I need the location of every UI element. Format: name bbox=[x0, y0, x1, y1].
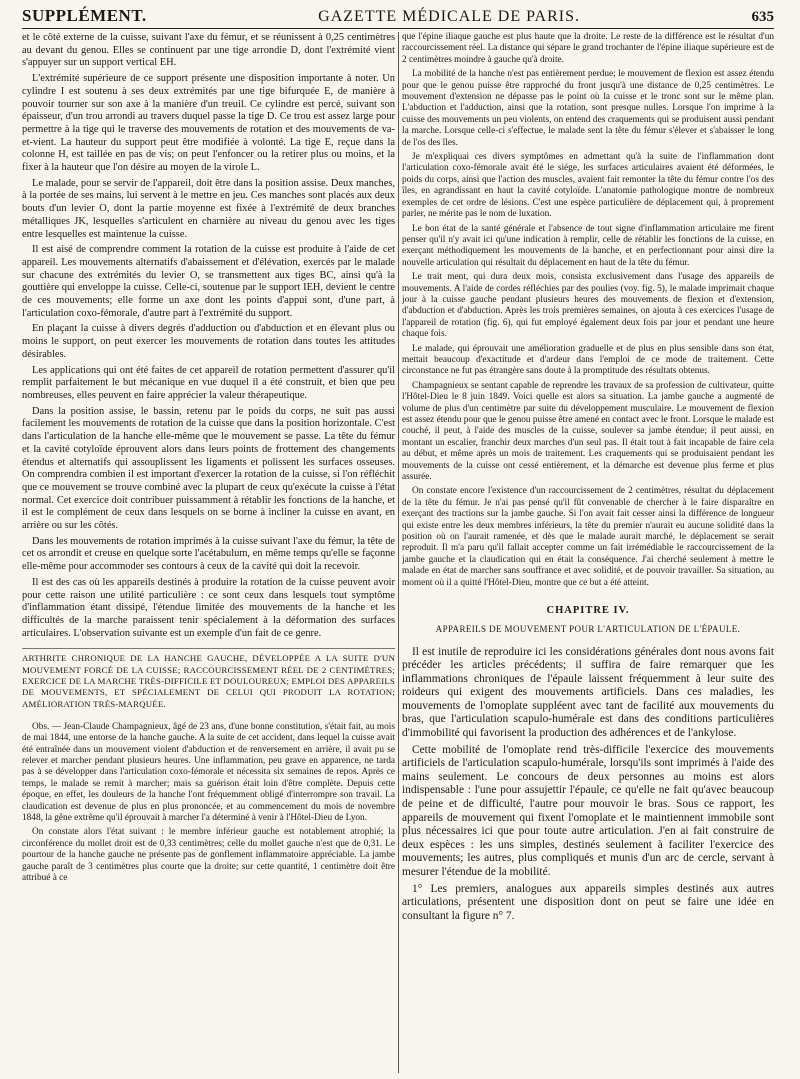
observation-paragraph: On constate encore l'existence d'un raccourcissement de 2 centimètres, résultat du déplacement de la tête du fémur. Je n'ai pas pensé qu'il fût convenable de chercher à le faire disparaître en exerçant des tractions sur la jambe gauche. Si l'on avait fait cesser ainsi la différence de longueur qui existe entre les deux membres inférieurs, la tête du premier n'aurait eu aucune solidité dans la position où on l'aurait ramenée, et dès que le malade aurait marché, le déplacement se serait reproduit. Il m'a paru qu'il fallait accepter comme un fait irrémédiable le raccourcissement de la jambe gauche et la claudication qui en était la conséquence. J'ai cherché seulement à mettre le malade en état de marcher sans souffrance et avec solidité, et de pouvoir travailler. Sa situation, au moment où il a quitté l'Hôtel-Dieu, montre que ce but a été atteint. bbox=[402, 486, 774, 588]
paragraph: Il est des cas où les appareils destinés à produire la rotation de la cuisse peuvent avoir pour cette raison une utilité particulière : ce sont ceux dans lesquels tout symptôme d'inflammation étant dissipé, l'étendue limitée des mouvements de la hanche et les difficultés de la marche paraissent tenir spécialement à la déformation des surfaces articulaires. L'observation suivante est un exemple d'un fait de ce genre. bbox=[22, 576, 395, 639]
paragraph: L'extrémité supérieure de ce support présente une disposition importante à noter. Un cylindre I est soutenu à ses deux extrémités par une tige bifurquée E, de manière à pouvoir tourner sur son axe à la manière d'un treuil. Ce cylindre est percé, suivant son épaisseur, d'un trou arrondi au travers duquel passe la tige D. Ce trou est assez large pour permettre à la tige qui le traverse des mouvements de rotation et des mouvements de va-et-vient. La hauteur du support peut être modifiée à volonté. La tige E, reçue dans la colonne H, est taillée en pas de vis; on peut l'enfoncer ou la retirer plus ou moins, et la fixer à la hauteur que l'on désire au moyen de la virole L. bbox=[22, 73, 395, 174]
paragraph: Il est inutile de reproduire ici les considérations générales dont nous avons fait précéder les articles précédents; il suffira de faire remarquer que les inflammations chroniques de l'épaule laissent fréquemment à leur suite des roideurs qui exigent des mouvements artificiels. Dans ces maladies, les mouvements de l'omoplate suppléent avec tant de facilité aux mouvements du bras, que l'articulation scapulo-humérale est dans des conditions particulières d'immobilité qui favorisent la production des adhérences et de l'ankylose. bbox=[402, 645, 774, 740]
paragraph: Dans la position assise, le bassin, retenu par le poids du corps, ne suit pas aussi facilement les mouvements de rotation de la cuisse que dans la position horizontale. C'est dans l'articulation de la hanche elle-même que le mouvement se passe. La tête du fémur et la cavité cotyloïde éprouvent alors dans leurs points de frottement des changements étendus et alternatifs qui assouplissent les ligaments et polissent les surfaces osseuses. On comprendra combien il est important d'exercer la rotation de la cuisse, si l'on réfléchit que ce mouvement se trouve combiné avec la plupart de ceux qu'exécute la cuisse à l'état normal. Cet exercice doit contribuer puissamment à rétablir les fonctions de la hanche, et il est le complément de ceux dans lesquels on se borne à incliner la cuisse en avant, en arrière ou sur les côtés. bbox=[22, 405, 395, 532]
observation-paragraph: que l'épine iliaque gauche est plus haute que la droite. Le reste de la différence est le résultat d'un raccourcissement réel. La distance qui sépare le grand trochanter de l'épine iliaque supérieure est de 2 centimètres moindre à gauche qu'à droite. bbox=[402, 32, 774, 65]
left-column bbox=[22, 32, 395, 1073]
paragraph: 1° Les premiers, analogues aux appareils simples destinés aux autres articulations, présentent une disposition dont on peut se faire une idée en consultant la figure n° 7. bbox=[402, 882, 774, 922]
observation-paragraph: Le malade, qui éprouvait une amélioration graduelle et de plus en plus sensible dans son état, mettait beaucoup d'exactitude et d'ardeur dans l'emploi de ce mode de traitement. Cette circonstance ne fut pas étrangère sans doute à la promptitude des résultats obtenus. bbox=[402, 343, 774, 377]
page-header bbox=[22, 6, 774, 29]
observation-paragraph: La mobilité de la hanche n'est pas entièrement perdue; le mouvement de flexion est assez étendu pour que le genou puisse être rapproché du front jusqu'à une distance de 0,25 centimètres. Le mouvement d'extension ne dépasse pas le point où la cuisse et le tronc sont sur le même plan. L'abduction et l'adduction, ainsi que la rotation, sont presque nulles. Lorsque l'on imprime à la cuisse des mouvements un peu violents, on entend des craquements qui se produisent aussi pendant la marche. Lorsque celle-ci s'effectue, le malade sent la tête du fémur s'élever et s'abaisser le long de l'os des îles. bbox=[402, 69, 774, 148]
paragraph: et le côté externe de la cuisse, suivant l'axe du fémur, et se réunissent à 0,25 centimètres au devant du genou. Elles se continuent par une tige arrondie D, dont l'extrémité vient s'appuyer sur un support vertical EH. bbox=[22, 32, 395, 69]
observation-paragraph: Le trait ment, qui dura deux mois, consista exclusivement dans l'usage des appareils de mouvements. A l'aide de cordes réfléchies par des poulies (voy. fig. 5), le malade imprimait chaque jour à la cuisse gauche pendant plusieurs heures des mouvements de flexion et d'extension, d'abduction et d'abduction. Après les trois premières semaines, on ajouta à ces exercices l'usage de l'appareil de rotation (fig. 6), qui fut employé également deux fois par jour et pendant une heure chaque fois. bbox=[402, 272, 774, 340]
observation-heading: ARTHRITE CHRONIQUE DE LA HANCHE GAUCHE, DÉVELOPPÉE A LA SUITE D'UN MOUVEMENT FORCÉ DE LA CUISSE; RACCOURCISSEMENT RÉEL DE 2 CENTIMÈTRES; EXERCICE DE LA MARCHE TRÈS-DIFFICILE ET DOULOUREUX; EMPLOI DES APPAREILS DE MOUVEMENTS, ET SPÉCIALEMENT DE CELUI QUI PRODUIT LA ROTATION; AMÉLIORATION TRÈS-MARQUÉE. bbox=[22, 648, 395, 713]
paragraph: Le malade, pour se servir de l'appareil, doit être dans la position assise. Deux manches, à la portée de ses mains, lui servent à le mettre en jeu. Ces manches sont placés aux deux bouts d'un levier O, dont la partie moyenne est fixée à l'extrémité de deux branches métalliques JK, lesquelles s'articulent en charnière au niveau du genou avec les tiges entre lesquelles est maintenue la cuisse. bbox=[22, 177, 395, 240]
page-number: 635 bbox=[751, 9, 774, 25]
observation-paragraph: Le bon état de la santé générale et l'absence de tout signe d'inflammation articulaire me firent penser qu'il n'y avait ici qu'une indication à remplir, celle de rétablir les fonctions de la cuisse, en exerçant méthodiquement les mouvements de la hanche, et en perfectionnant pour ainsi dire la nouvelle articulation qui résultait du déplacement en haut de la tête du fémur. bbox=[402, 223, 774, 268]
journal-title: GAZETTE MÉDICALE DE PARIS. bbox=[318, 8, 580, 25]
observation-paragraph: Je m'expliquai ces divers symptômes en admettant qu'à la suite de l'inflammation dont l'articulation coxo-fémorale avait été le siége, les surfaces articulaires avaient été déformées, le poids du corps, ainsi que l'action des muscles, avaient fait remonter la tête du fémur contre l'os des îles, en agrandissant en haut la cavité cotyloïde. L'anatomie pathologique montre de nombreux exemples de cet ordre de lésions. C'est une espèce particulière de déplacement qui, à proprement parler, ne mérite pas le nom de luxation. bbox=[402, 152, 774, 220]
observation-paragraph: On constate alors l'état suivant : le membre inférieur gauche est notablement atrophié; la circonférence du mollet droit est de 0,33 centimètres; celle du mollet gauche n'est que de 0,31. Le pourtour de la hanche gauche ne présente pas de gonflement inflammatoire appréciable. La jambe gauche paraît de 3 centimètres plus courte que la droite; sur cette quantité, 1 centimètre doit être attribué à ce bbox=[22, 827, 395, 884]
paragraph: Les applications qui ont été faites de cet appareil de rotation permettent d'assurer qu'il remplit parfaitement le but mécanique en vue duquel il a été construit, et bien que peu nombreuses, elles peuvent en faire apprécier la valeur thérapeutique. bbox=[22, 364, 395, 401]
column-divider bbox=[398, 32, 399, 1073]
chapter-subtitle: APPAREILS DE MOUVEMENT POUR L'ARTICULATION DE L'ÉPAULE. bbox=[435, 623, 741, 634]
chapter-title: CHAPITRE IV. bbox=[546, 605, 630, 617]
observation-paragraph: Champagnieux se sentant capable de reprendre les travaux de sa profession de cultivateur, quitte l'Hôtel-Dieu le 8 juin 1849. Voici quelle est alors sa situation. La jambe gauche a augmenté de volume de plus d'un centimètre par suite du développement musculaire. Le mouvement de flexion est assez étendu pour que le genou puisse être amené en contact avec le front. Lorsque le malade est couché, il peut, à l'aide des muscles de la cuisse, soulever sa jambe étendue; il peut aussi, en montant un escalier, franchir deux marches d'un seul pas. Il était tout à fait incapable de faire cela au début, et même après un mois de traitement. Les craquements qui se produisaient pendant les mouvements de la cuisse ont cessé entièrement, et la démarche est devenue plus ferme et plus assurée. bbox=[402, 380, 774, 483]
paragraph: Dans les mouvements de rotation imprimés à la cuisse suivant l'axe du fémur, la tête de cet os arrondit et creuse en quelque sorte l'acétabulum, en même temps qu'elle se façonne elle-même pour accommoder ses contours à ceux de la cavité qui doit la recevoir. bbox=[22, 535, 395, 573]
right-column bbox=[402, 32, 774, 1073]
paragraph: Cette mobilité de l'omoplate rend très-difficile l'exercice des mouvements artificiels de l'articulation scapulo-humérale, lorsqu'ils sont imprimés à l'aide des mains seulement. Le concours de deux personnes au moins est alors indispensable : l'une pour assujettir l'épaule, ce qu'elle ne fait qu'avec beaucoup de peine et de difficulté, l'autre pour mouvoir le bras. Sous ce rapport, les appareils de mouvement qui fixent l'omoplate et le maintiennent immobile sont plus nécessaires ici que pour toute autre articulation. J'en ai fait construire de deux espèces : les uns simples, destinés seulement à faciliter l'exercice des mouvements; les autres, plus compliqués et munis d'un arc de cercle, servant à mesurer l'étendue de la mobilité. bbox=[402, 743, 774, 878]
supplement-label: SUPPLÉMENT. bbox=[22, 6, 147, 25]
observation-paragraph: Obs. — Jean-Claude Champagnieux, âgé de 23 ans, d'une bonne constitution, s'était fait, au mois de mai 1844, une entorse de la hanche gauche. A la suite de cet accident, dans lequel la cuisse avait été entraînée dans un mouvement violent d'abduction et de renversement en arrière, il avait pu se relever et marcher pendant plusieurs heures. Une inflammation, peu grave en apparence, ne tarda pas à se développer dans l'articulation coxo-fémorale et nécessita six semaines de repos. Après ce temps, le malade se remit à marcher; mais sa guérison était loin d'être complète. Depuis cette époque, en effet, les douleurs de la hanche l'ont fréquemment obligé d'interrompre son travail. La claudication est devenue de plus en plus prononcée, et au commencement du mois de novembre 1848, la gêne extrême qu'il éprouvait à marcher l'a déterminé à venir à l'Hôtel-Dieu de Lyon. bbox=[22, 721, 395, 824]
paragraph: En plaçant la cuisse à divers degrés d'adduction ou d'abduction et en élevant plus ou moins le support, on peut exercer les mouvements de rotation dans toutes les attitudes désirables. bbox=[22, 323, 395, 360]
paragraph: Il est aisé de comprendre comment la rotation de la cuisse est produite à l'aide de cet appareil. Les mouvements alternatifs d'abaissement et d'élévation, exercés par le malade sur chacune des extrémités du levier O, se transmettent aux tiges BC, ainsi qu'à la gouttière qui enveloppe la cuisse. Celle-ci, soutenue par le support IEH, devient le centre de ces mouvements; elle forme un axe dont les points d'appui sont, d'une part, à l'articulation coxo-fémorale, d'autre part à l'extrémité du support. bbox=[22, 244, 395, 319]
